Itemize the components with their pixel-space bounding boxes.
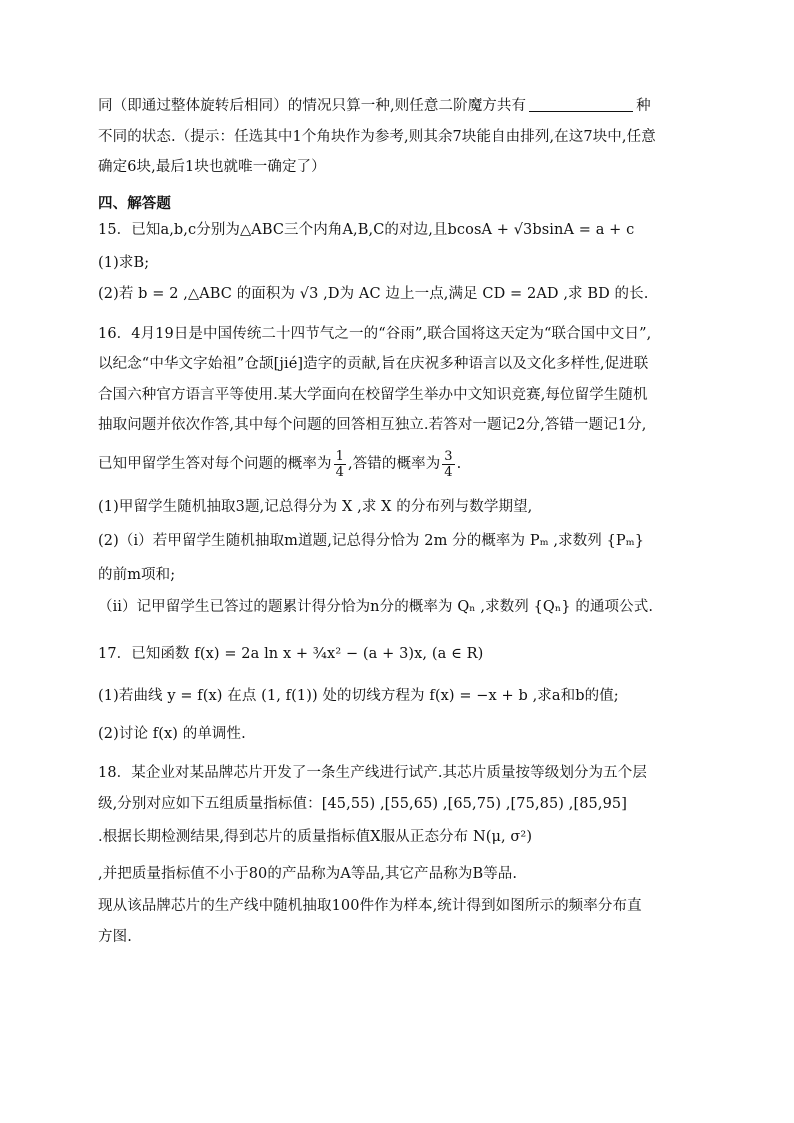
q15-line-2: (1)求B; <box>98 255 150 271</box>
q16-line-9: （ⅱ）记甲留学生已答过的题累计得分恰为n分的概率为 Qₙ ,求数列 {Qₙ} 的通项公式. <box>98 599 654 615</box>
q15-line-3: (2)若 b = 2 ,△ABC 的面积为 √3 ,D为 AC 边上一点,满足 CD = 2AD ,求 BD 的长. <box>98 286 649 302</box>
q17-line-3: (2)讨论 f(x) 的单调性. <box>98 726 246 742</box>
fraction-three-quarters <box>442 449 454 480</box>
q16-line-2: 以纪念“中华文字始祖”仓颉[jié]造字的贡献,旨在庆祝多种语言以及文化多样性,促进联 <box>98 356 649 372</box>
q18-line-2: 级,分别对应如下五组质量指标值：[45,55) ,[55,65) ,[65,75) ,[75,85) ,[85,95] <box>98 796 628 812</box>
fraction-denominator: 4 <box>444 464 453 480</box>
text-line-1-part2: 种 <box>636 98 651 114</box>
q15-line-1: 15．已知a,b,c分别为△ABC三个内角A,B,C的对边,且bcosA + √3bsinA = a + c <box>98 222 635 238</box>
q17-line-1: 17．已知函数 f(x) = 2a ln x + ¾x² − (a + 3)x, (a ∈ R) <box>98 646 484 662</box>
fraction-numerator: 3 <box>444 448 453 464</box>
text-line-2: 不同的状态.（提示：任选其中1个角块作为参考,则其余7块能自由排列,在这7块中,任意 <box>98 129 656 145</box>
fraction-denominator: 4 <box>335 464 344 480</box>
q18-line-6: 方图. <box>98 929 132 945</box>
q18-line-5: 现从该品牌芯片的生产线中随机抽取100件作为样本,统计得到如图所示的频率分布直 <box>98 898 642 914</box>
text-line-1-part1: 同（即通过整体旋转后相同）的情况只算一种,则任意二阶魔方共有 <box>98 98 527 114</box>
q18-line-1: 18．某企业对某品牌芯片开发了一条生产线进行试产.其芯片质量按等级划分为五个层 <box>98 765 647 781</box>
q16-line-5-a: 已知甲留学生答对每个问题的概率为 <box>98 456 332 472</box>
text-line-1 <box>98 95 698 117</box>
q16-line-5-c: . <box>456 456 462 472</box>
q17-line-2: (1)若曲线 y = f(x) 在点 (1, f(1)) 处的切线方程为 f(x) = −x + b ,求a和b的值; <box>98 688 619 704</box>
q16-line-4: 抽取问题并依次作答,其中每个问题的回答相互独立.若答对一题记2分,答错一题记1分, <box>98 417 647 433</box>
q16-line-7: (2)（ⅰ）若甲留学生随机抽取m道题,记总得分恰为 2m 分的概率为 Pₘ ,求数列 {Pₘ} <box>98 533 645 549</box>
q18-line-3: .根据长期检测结果,得到芯片的质量指标值X服从正态分布 N(μ, σ²) <box>98 829 533 845</box>
text-line-3: 确定6块,最后1块也就唯一确定了） <box>98 159 326 175</box>
q16-line-5 <box>98 448 698 480</box>
answer-blank <box>529 96 633 112</box>
q16-line-8: 的前m项和; <box>98 567 176 583</box>
q18-line-4: ,并把质量指标值不小于80的产品称为A等品,其它产品称为B等品. <box>98 866 518 882</box>
fraction-numerator: 1 <box>335 448 344 464</box>
q16-line-1: 16．4月19日是中国传统二十四节气之一的“谷雨”,联合国将这天定为“联合国中文日”, <box>98 326 652 342</box>
q16-line-6: (1)甲留学生随机抽取3题,记总得分为 X ,求 X 的分布列与数学期望, <box>98 499 533 515</box>
q16-line-3: 合国六种官方语言平等使用.某大学面向在校留学生举办中文知识竞赛,每位留学生随机 <box>98 387 648 403</box>
q16-line-5-b: ,答错的概率为 <box>347 456 441 472</box>
section-heading: 四、解答题 <box>98 196 171 212</box>
fraction-one-quarter <box>334 449 346 480</box>
